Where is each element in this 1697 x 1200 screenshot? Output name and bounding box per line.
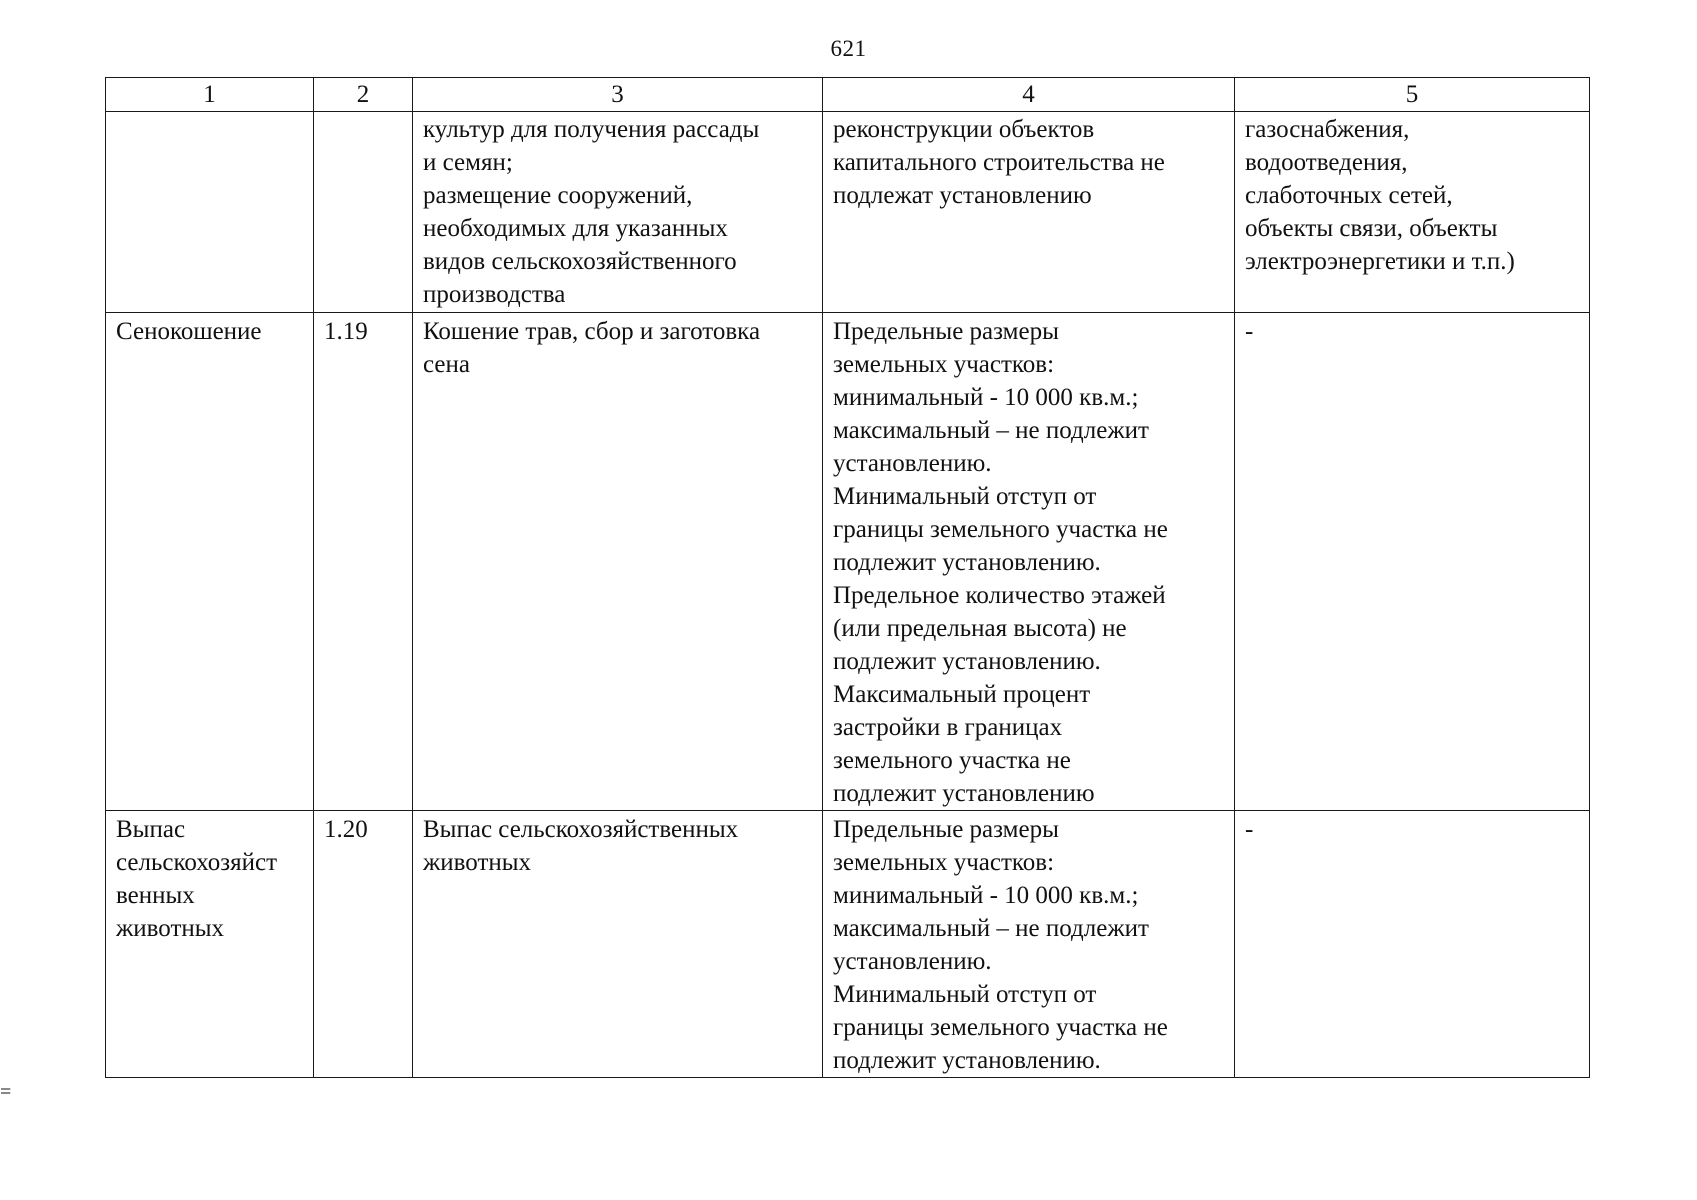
cell-parameters: реконструкции объектов капитального строительства не подлежат установлению	[823, 112, 1235, 313]
cell-use-description: Выпас сельскохозяйственных животных	[413, 811, 823, 1078]
zoning-table	[105, 77, 1590, 1078]
header-cell-2: 2	[314, 78, 413, 112]
cell-use-name	[106, 112, 314, 313]
cell-parameters: Предельные размеры земельных участков: минимальный - 10 000 кв.м.; максимальный – не подлежит установлению. Минимальный отступ от границы земельного участка не подлежит установлению.	[823, 811, 1235, 1078]
table-header-row	[106, 78, 1590, 112]
margin-mark: =	[0, 1081, 12, 1103]
cell-use-description: культур для получения рассады и семян; размещение сооружений, необходимых для указанных видов сельскохозяйственного производства	[413, 112, 823, 313]
cell-use-code: 1.20	[314, 811, 413, 1078]
table-row	[106, 811, 1590, 1078]
cell-use-name: Выпас сельскохозяйст венных животных	[106, 811, 314, 1078]
table-row	[106, 112, 1590, 313]
cell-use-description: Кошение трав, сбор и заготовка сена	[413, 313, 823, 811]
header-cell-5: 5	[1235, 78, 1590, 112]
cell-notes: -	[1235, 313, 1590, 811]
cell-notes: -	[1235, 811, 1590, 1078]
header-cell-4: 4	[823, 78, 1235, 112]
header-cell-1: 1	[106, 78, 314, 112]
header-cell-3: 3	[413, 78, 823, 112]
cell-use-code: 1.19	[314, 313, 413, 811]
page-number: 621	[830, 36, 867, 61]
cell-notes: газоснабжения, водоотведения, слаботочных сетей, объекты связи, объекты электроэнергетики и т.п.)	[1235, 112, 1590, 313]
table-row	[106, 313, 1590, 811]
cell-use-name: Сенокошение	[106, 313, 314, 811]
cell-parameters: Предельные размеры земельных участков: минимальный - 10 000 кв.м.; максимальный – не подлежит установлению. Минимальный отступ от границы земельного участка не подлежит установлению. Предельное количество этажей (или предельная высота) не подлежит установлению. Максимальный процент застройки в границах земельного участка не подлежит установлению	[823, 313, 1235, 811]
cell-use-code	[314, 112, 413, 313]
